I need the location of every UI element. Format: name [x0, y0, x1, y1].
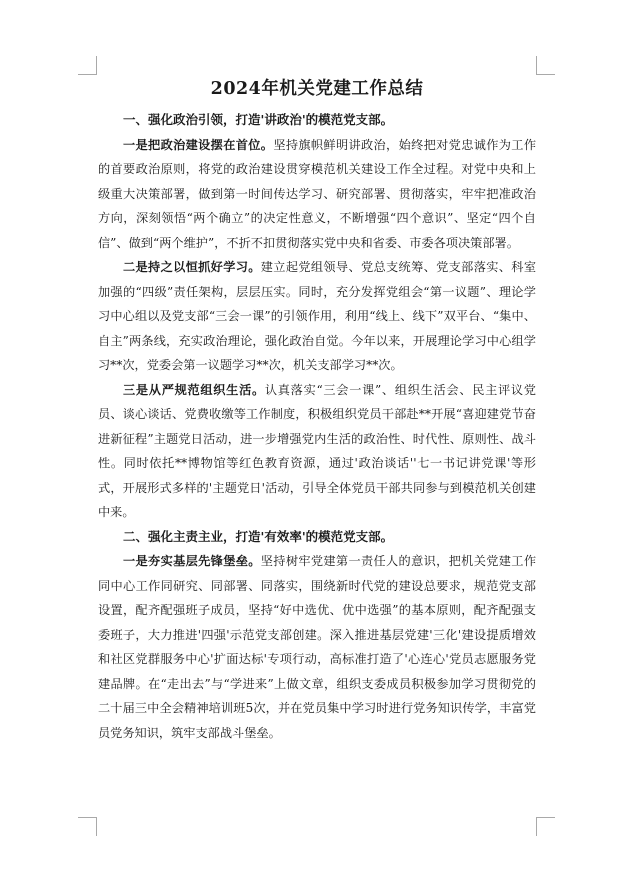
paragraph	[98, 255, 536, 378]
paragraph	[98, 549, 536, 745]
crop-mark-top-left	[78, 56, 97, 75]
document-body	[98, 74, 536, 745]
paragraph	[98, 378, 536, 525]
paragraph-text: 坚持旗帜鲜明讲政治，始终把对党忠诚作为工作的首要政治原则，将党的政治建设贯穿模范机关建设工作全过程。对党中央和上级重大决策部署，做到第一时间传达学习、研究部署、贯彻落实，牢牢把准政治方向，深刻领悟“两个确立”的决定性意义，不断增强“四个意识”、坚定“四个自信”、做到“两个维护”，不折不扣贯彻落实党中央和省委、市委各项决策部署。	[98, 137, 537, 250]
crop-mark-top-right	[536, 56, 555, 75]
paragraph-lead: 一是夯实基层先锋堡垒。	[123, 554, 261, 568]
paragraph	[98, 133, 536, 256]
paragraph-text: 认真落实“三会一课”、组织生活会、民主评议党员、谈心谈话、党费收缴等工作制度，积极组织党员干部赴**开展“喜迎建党节奋进新征程”主题党日活动，进一步增强党内生活的政治性、时代性、原则性、战斗性。同时依托**博物馆等红色教育资源，通过'政治谈话''七一书记讲党课'等形式，开展形式多样的'主题党日'活动，引导全体党员干部共同参与到模范机关创建中来。	[98, 382, 536, 519]
paragraph-lead: 一是把政治建设摆在首位。	[123, 137, 274, 152]
crop-mark-bottom-left	[78, 817, 97, 836]
paragraph-text: 建立起党组领导、党总支统筹、党支部落实、科室加强的“四级”责任架构，层层压实。同时，充分发挥党组会“第一议题”、理论学习中心组以及党支部“三会一课”的引领作用，利用“线上、线下”双平台、“集中、自主”两条线，充实政治理论，强化政治自觉。今年以来，开展理论学习中心组学习**次，党委会第一议题学习**次，机关支部学习**次。	[98, 260, 537, 372]
paragraph-lead: 三是从严规范组织生活。	[123, 382, 265, 397]
paragraph-text: 坚持树牢党建第一责任人的意识，把机关党建工作同中心工作同研究、同部署、同落实，围绕新时代党的建设总要求，规范党支部设置，配齐配强班子成员，坚持“好中选优、优中选强”的基本原则，配齐配强支委班子，大力推进'四强'示范党支部创建。深入推进基层党建'三化'建设提质增效和社区党群服务中心'扩面达标'专项行动，高标准打造了'心连心'党员志愿服务党建品牌。在“走出去”与“学进来”上做文章，组织支委成员积极参加学习贯彻党的二十届三中全会精神培训班5次，并在党员集中学习时进行党务知识传学，丰富党员党务知识，筑牢支部战斗堡垒。	[98, 554, 537, 740]
section-heading: 二、强化主责主业，打造'有效率'的模范党支部。	[123, 528, 394, 544]
paragraph-lead: 二是持之以恒抓好学习。	[123, 260, 261, 274]
crop-mark-bottom-right	[536, 817, 555, 836]
section-heading: 一、强化政治引领，打造'讲政治'的模范党支部。	[123, 112, 394, 127]
document-title: 2024年机关党建工作总结	[210, 79, 424, 99]
